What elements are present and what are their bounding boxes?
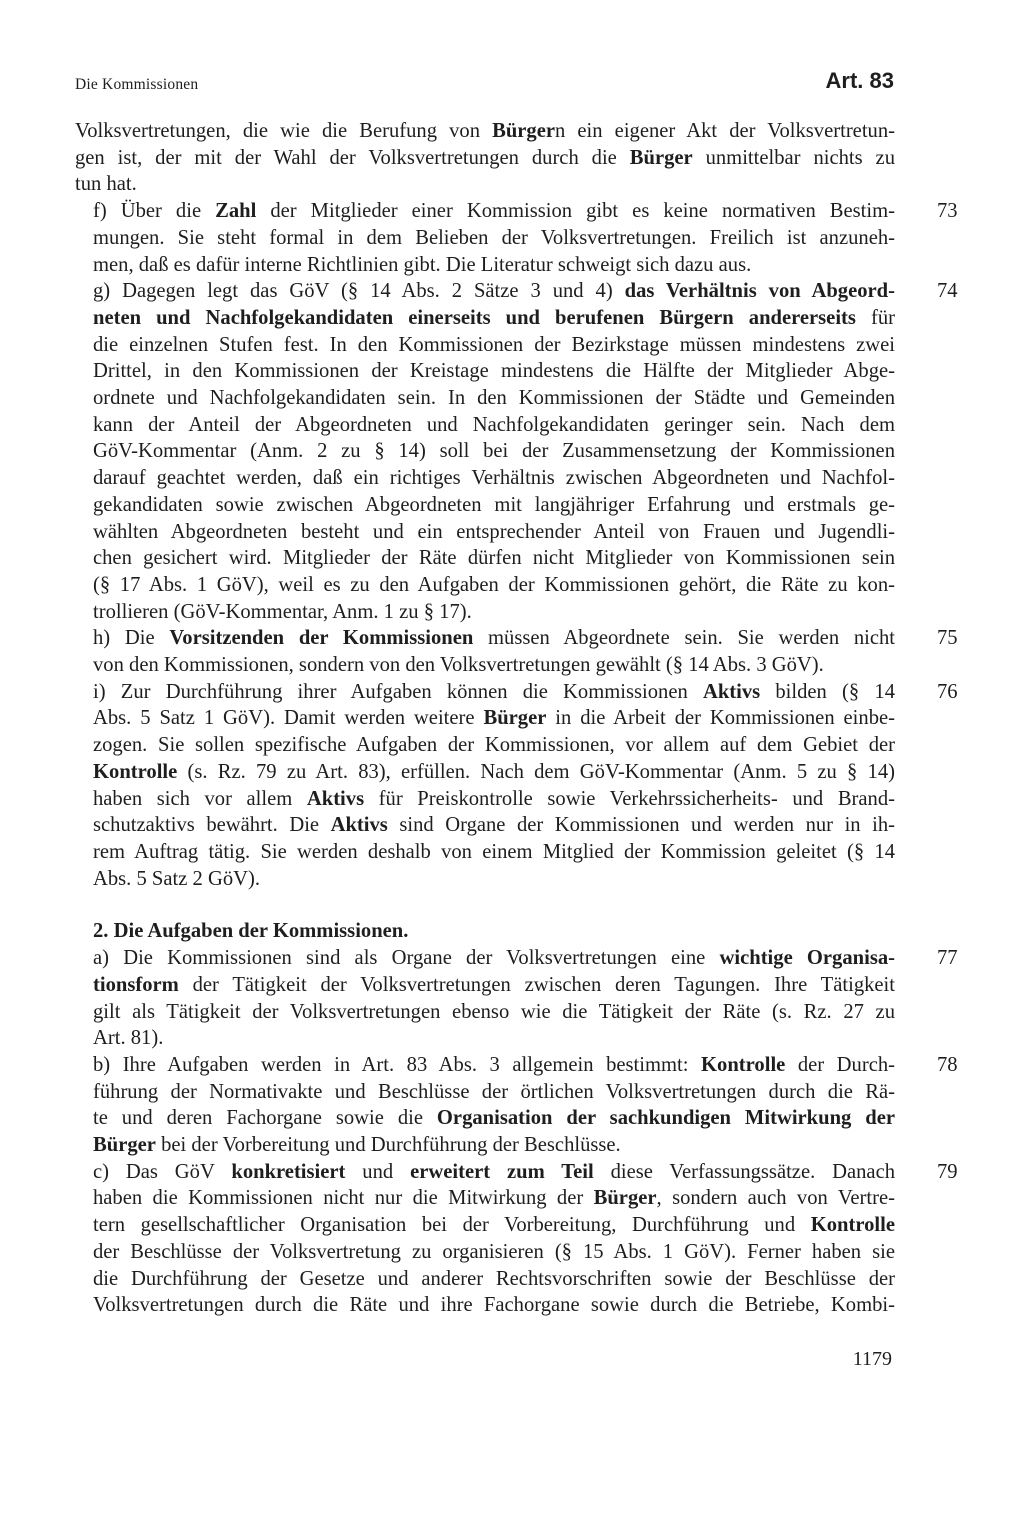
emphasis: Bürger — [483, 707, 547, 730]
paragraph — [75, 1052, 958, 1159]
text-line: neten und Nachfolgekandidaten einerseits und berufenen Bürgern andererseits für — [93, 306, 895, 329]
paragraph — [75, 625, 958, 678]
page-number: 1179 — [852, 1348, 892, 1370]
emphasis: Vorsitzenden der Kommissionen — [169, 627, 474, 650]
emphasis: Bürger — [629, 146, 693, 169]
text-line: f) Über die Zahl der Mitglieder einer Kommission gibt es keine normativen Bestim- — [93, 200, 895, 223]
emphasis: neten und Nachfolgekandidaten einerseits und berufenen Bürgern andererseits — [93, 306, 856, 329]
paragraph — [75, 945, 958, 1052]
emphasis: Aktivs — [330, 814, 388, 837]
text-line: kann der Anteil der Abgeordneten und Nachfolgekandidaten geringer sein. Nach dem — [93, 413, 895, 436]
emphasis: Organisation der sachkundigen Mitwirkung der — [436, 1107, 895, 1130]
margin-number: 78 — [937, 1053, 958, 1076]
text-line: zogen. Sie sollen spezifische Aufgaben der Kommissionen, vor allem auf dem Gebiet der — [93, 734, 895, 757]
text-line: te und deren Fachorgane sowie die Organisation der sachkundigen Mitwirkung der — [93, 1107, 895, 1130]
text-line: tionsform der Tätigkeit der Volksvertretungen zwischen deren Tagungen. Ihre Tätigkeit — [93, 973, 895, 996]
emphasis: erweitert zum Teil — [410, 1160, 594, 1183]
text-line: trollieren (GöV-Kommentar, Anm. 1 zu § 17). — [93, 600, 472, 623]
section-heading — [75, 918, 895, 945]
margin-number: 75 — [937, 627, 958, 650]
text-line: gilt als Tätigkeit der Volksvertretungen ebenso wie die Tätigkeit der Räte (s. Rz. 27 zu — [93, 1000, 895, 1023]
article-heading: Art. 83 — [825, 68, 894, 93]
margin-number: 79 — [937, 1160, 958, 1183]
text-line: (§ 17 Abs. 1 GöV), weil es zu den Aufgaben der Kommissionen gehört, die Räte zu kon- — [93, 573, 895, 596]
text-line: ordnete und Nachfolgekandidaten sein. In den Kommissionen der Städte und Gemeinden — [93, 387, 895, 410]
emphasis: wichtige Organisa- — [719, 947, 895, 970]
text-line: führung der Normativakte und Beschlüsse der örtlichen Volksvertretungen durch die Rä- — [93, 1080, 895, 1103]
emphasis: Bürger — [492, 120, 556, 142]
emphasis: Bürger — [93, 1134, 156, 1157]
text-line: b) Ihre Aufgaben werden in Art. 83 Abs. 3 allgemein bestimmt: Kontrolle der Durch- — [93, 1053, 896, 1076]
paragraph — [75, 198, 958, 278]
text-line: mungen. Sie steht formal in dem Belieben der Volksvertretungen. Freilich ist anzuneh- — [93, 226, 895, 249]
text-line: Abs. 5 Satz 2 GöV). — [93, 867, 261, 890]
emphasis: das Verhältnis von Abgeord- — [624, 280, 895, 303]
emphasis: Aktivs — [702, 680, 761, 703]
body-text — [75, 118, 958, 1319]
running-head: Die Kommissionen — [75, 76, 199, 93]
text-line: chen gesichert wird. Mitglieder der Räte dürfen nicht Mitglieder von Kommissionen sein — [93, 547, 895, 570]
paragraph — [75, 1159, 958, 1319]
paragraph — [75, 679, 958, 893]
paragraph — [75, 118, 895, 198]
text-line: wählten Abgeordneten besteht und ein entsprechender Anteil von Frauen und Jugendli- — [93, 520, 895, 543]
text-line: darauf geachtet werden, daß ein richtiges Verhältnis zwischen Abgeordneten und Nachfol- — [93, 467, 895, 490]
emphasis: Kontrolle — [701, 1053, 786, 1076]
emphasis: 2. Die Aufgaben der Kommissionen. — [93, 920, 409, 943]
text-line: schutzaktivs bewährt. Die Aktivs sind Organe der Kommissionen und werden nur in ih- — [93, 814, 895, 837]
text-line: Bürger bei der Vorbereitung und Durchführung der Beschlüsse. — [93, 1134, 621, 1157]
text-line: tern gesellschaftlicher Organisation bei der Vorbereitung, Durchführung und Kontrolle — [93, 1214, 895, 1237]
text-line: i) Zur Durchführung ihrer Aufgaben können die Kommissionen Aktivs bilden (§ 14 — [93, 680, 895, 703]
text-line: rem Auftrag tätig. Sie werden deshalb von einem Mitglied der Kommission geleitet (§ 14 — [93, 840, 895, 863]
text-line: gekandidaten sowie zwischen Abgeordneten mit langjähriger Erfahrung und erstmals ge- — [93, 493, 895, 516]
text-line: haben sich vor allem Aktivs für Preiskontrolle sowie Verkehrssicherheits- und Brand- — [93, 787, 895, 810]
text-line: Volksvertretungen, die wie die Berufung von Bürgern ein eigener Akt der Volksvertretun- — [75, 120, 895, 142]
paragraph — [75, 278, 958, 625]
text-line: tun hat. — [75, 173, 137, 196]
margin-number: 76 — [937, 680, 958, 703]
text-line: Kontrolle (s. Rz. 79 zu Art. 83), erfüllen. Nach dem GöV-Kommentar (Anm. 5 zu § 14) — [93, 760, 895, 783]
text-line: g) Dagegen legt das GöV (§ 14 Abs. 2 Sätze 3 und 4) das Verhältnis von Abgeord- — [93, 280, 895, 303]
text-line: der Beschlüsse der Volksvertretung zu organisieren (§ 15 Abs. 1 GöV). Ferner haben sie — [93, 1240, 895, 1263]
text-line: a) Die Kommissionen sind als Organe der Volksvertretungen eine wichtige Organisa- — [93, 947, 895, 970]
text-line: GöV-Kommentar (Anm. 2 zu § 14) soll bei der Zusammensetzung der Kommissionen — [93, 440, 895, 463]
text-line: Abs. 5 Satz 1 GöV). Damit werden weitere Bürger in die Arbeit der Kommissionen einbe- — [93, 707, 895, 730]
emphasis: Aktivs — [306, 787, 365, 810]
text-line: Art. 81). — [93, 1027, 164, 1050]
emphasis: Zahl — [215, 200, 257, 223]
text-line: gen ist, der mit der Wahl der Volksvertretungen durch die Bürger unmittelbar nichts zu — [75, 146, 895, 169]
emphasis: Kontrolle — [810, 1214, 895, 1237]
text-line: men, daß es dafür interne Richtlinien gibt. Die Literatur schweigt sich dazu aus. — [93, 253, 752, 276]
text-line: h) Die Vorsitzenden der Kommissionen müssen Abgeordnete sein. Sie werden nicht — [93, 627, 895, 650]
margin-number: 74 — [937, 280, 958, 303]
emphasis: Bürger — [593, 1187, 657, 1210]
margin-number: 77 — [937, 947, 958, 970]
text-line — [75, 918, 895, 945]
text-line: haben die Kommissionen nicht nur die Mitwirkung der Bürger, sondern auch von Vertre- — [93, 1187, 895, 1210]
text-line: die Durchführung der Gesetze und anderer Rechtsvorschriften sowie der Beschlüsse der — [93, 1267, 895, 1290]
text-line: Volksvertretungen durch die Räte und ihre Fachorgane sowie durch die Betriebe, Kombi- — [93, 1294, 895, 1317]
text-line: Drittel, in den Kommissionen der Kreistage mindestens die Hälfte der Mitglieder Abge- — [93, 360, 895, 383]
text-line: die einzelnen Stufen fest. In den Kommissionen der Bezirkstage müssen mindestens zwei — [93, 333, 895, 356]
text-line: c) Das GöV konkretisiert und erweitert zum Teil diese Verfassungssätze. Danach — [93, 1160, 896, 1183]
margin-number: 73 — [937, 200, 958, 223]
emphasis: konkretisiert — [231, 1160, 346, 1183]
emphasis: Kontrolle — [93, 760, 178, 783]
text-line: von den Kommissionen, sondern von den Volksvertretungen gewählt (§ 14 Abs. 3 GöV). — [93, 654, 824, 677]
emphasis: tionsform — [93, 973, 179, 996]
